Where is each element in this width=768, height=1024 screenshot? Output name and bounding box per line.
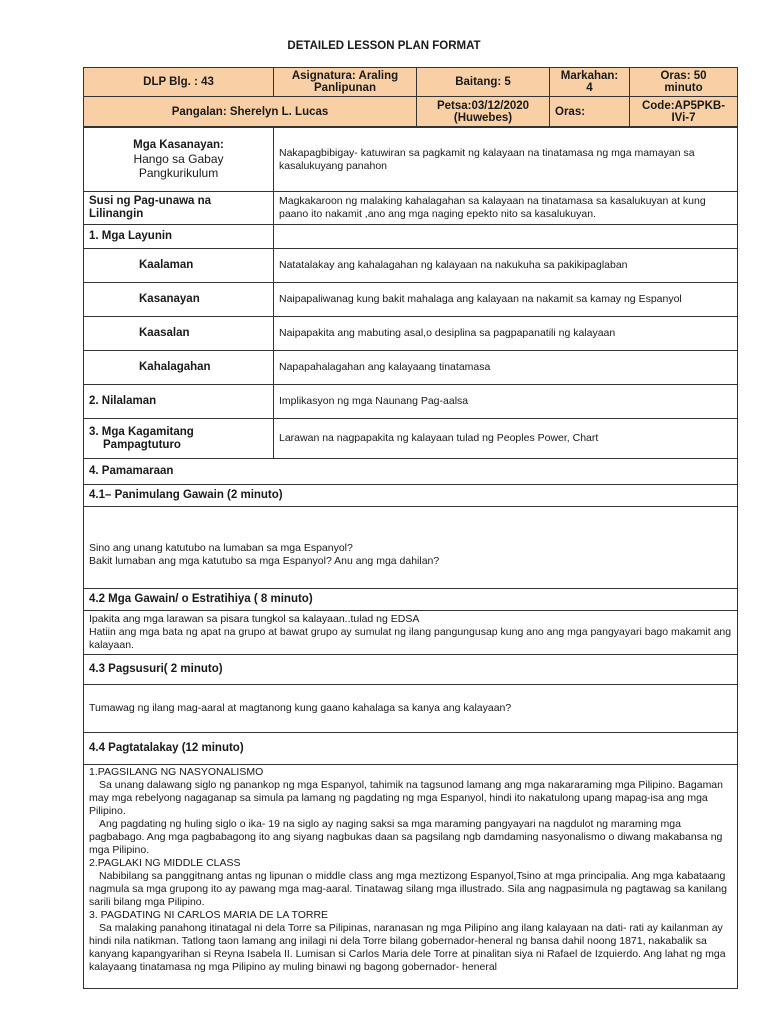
markahan: Markahan: 4	[550, 68, 630, 97]
nilalaman-value: Implikasyon ng mga Naunang Pag-aalsa	[274, 385, 738, 419]
section-4-1-body: Sino ang unang katutubo na lumaban sa mga Espanyol? Bakit lumaban ang mga katutubo sa mga Espanyol? Anu ang mga dahilan?	[84, 507, 738, 589]
layunin-label: 1. Mga Layunin	[84, 225, 274, 249]
header-table	[83, 67, 738, 127]
paragraph: Ang pagdating ng huling siglo o ika- 19 na siglo ay naging saksi sa mga maraming pangyayari na nagdulot ng maraming mga pagbabago. Ang mga pagbabagong ito ang siyang nagbukas daan sa pagsilang ngb damdaming nasyonalismo o diwang makabansa ng mga Pilipino.	[89, 818, 723, 856]
susi-value: Magkakaroon ng malaking kahalagahan sa kalayaan na tinatamasa sa kasalukuyan at kung paano ito nakamit ,ano ang mga naging epekto nito sa kasalukuyan.	[274, 192, 738, 225]
subheading-nasyonalismo: 1.PAGSILANG NG NASYONALISMO	[89, 766, 264, 778]
paragraph: Sa unang dalawang siglo ng panankop ng mga Espanyol, tahimik na tagsunod lamang ang mga nakararaming mga Pilipino. Bagaman may mga rebelyong nagaganap sa simula pa lamang ng pagdating ng mga Espanyol, hindi ito nakatulong upang mapag-isa ang mga Pilipino.	[89, 779, 723, 817]
paragraph: Sa malaking panahong itinatagal ni dela Torre sa Pilipinas, naranasan ng mga Pilipino ang ilang kalayaan na dati- rati ay kailanman ay hindi nila natikman. Tatlong taon lamang ang inilagi ni dela Torre bilang gobernador-heneral ng bansa dahil noong 1871, nakabalik sa kanyang kapangyarihan si Reyna Isabela II. Lumisan si Carlos Maria dele Torre at pinalitan siya ni Rafael de Izquierdo. Ang lahat ng mga kalayaang tinatamasa ng mga Pilipino ay muling binawi ng bagong gobernador- heneral	[89, 922, 726, 973]
petsa: Petsa:03/12/2020 (Huwebes)	[417, 97, 550, 127]
kahalagahan-value: Napapahalagahan ang kalayaang tinatamasa	[274, 351, 738, 385]
susi-label: Susi ng Pag-unawa na Lilinangin	[84, 192, 274, 225]
section-4-2-body: Ipakita ang mga larawan sa pisara tungkol sa kalayaan..tulad ng EDSA Hatiin ang mga bata ng apat na grupo at bawat grupo ay sumulat ng ilang pangungusap kung ano ang mga pangyayari bago makamit ang kalayaan.	[84, 611, 738, 655]
kaalaman-label: Kaalaman	[84, 249, 274, 283]
section-4-2-heading: 4.2 Mga Gawain/ o Estratihiya ( 8 minuto)	[84, 589, 738, 611]
kasanayan-objective-value: Naipapaliwanag kung bakit mahalaga ang kalayaan na nakamit sa kamay ng Espanyol	[274, 283, 738, 317]
kaasalan-value: Naipapakita ang mabuting asal,o desiplina sa pagpapanatili ng kalayaan	[274, 317, 738, 351]
pangalan: Pangalan: Sherelyn L. Lucas	[84, 97, 417, 127]
kasanayan-objective-label: Kasanayan	[84, 283, 274, 317]
paragraph: Nabibilang sa panggitnang antas ng lipunan o middle class ang mga meztizong Espanyol,Tsino at mga principalia. Ang mga kabataang nagmula sa mga grupong ito ay pawang mga mag-aaral. Tinatawag silang mga illustrado. Sila ang nagpasimula ng pagtawag sa kanilang sarili bilang mga Pilipino.	[89, 870, 727, 908]
subheading-de-la-torre: 3. PAGDATING NI CARLOS MARIA DE LA TORRE	[89, 909, 329, 921]
oras: Oras: 50 minuto	[630, 68, 738, 97]
kasanayan-label: Mga Kasanayan: Hango sa Gabay Pangkurikulum	[84, 128, 274, 192]
kaasalan-label: Kaasalan	[84, 317, 274, 351]
lesson-table	[83, 127, 738, 989]
subheading-middle-class: 2.PAGLAKI NG MIDDLE CLASS	[89, 857, 241, 869]
asignatura: Asignatura: Araling Panlipunan	[274, 68, 417, 97]
code: Code:AP5PKB- IVi-7	[630, 97, 738, 127]
section-4-4-body	[84, 765, 738, 989]
kaalaman-value: Natatalakay ang kahalagahan ng kalayaan na nakukuha sa pakikipaglaban	[274, 249, 738, 283]
nilalaman-label: 2. Nilalaman	[84, 385, 274, 419]
kahalagahan-label: Kahalagahan	[84, 351, 274, 385]
section-4-3-heading: 4.3 Pagsusuri( 2 minuto)	[84, 655, 738, 685]
document-title: DETAILED LESSON PLAN FORMAT	[287, 40, 481, 52]
pamamaraan-heading: 4. Pamamaraan	[84, 459, 738, 485]
layunin-value	[274, 225, 738, 249]
kasanayan-value: Nakapagbibigay- katuwiran sa pagkamit ng kalayaan na tinatamasa ng mga mamayan sa kasalukuyang panahon	[274, 128, 738, 192]
oras-blank: Oras:	[550, 97, 630, 127]
section-4-3-body: Tumawag ng ilang mag-aaral at magtanong kung gaano kahalaga sa kanya ang kalayaan?	[84, 685, 738, 733]
dlp-number: DLP Blg. : 43	[84, 68, 274, 97]
kagamitan-label: 3. Mga Kagamitang Pampagtuturo	[84, 419, 274, 459]
baitang: Baitang: 5	[417, 68, 550, 97]
kagamitan-value: Larawan na nagpapakita ng kalayaan tulad ng Peoples Power, Chart	[274, 419, 738, 459]
section-4-1-heading: 4.1– Panimulang Gawain (2 minuto)	[84, 485, 738, 507]
section-4-4-heading: 4.4 Pagtatalakay (12 minuto)	[84, 733, 738, 765]
